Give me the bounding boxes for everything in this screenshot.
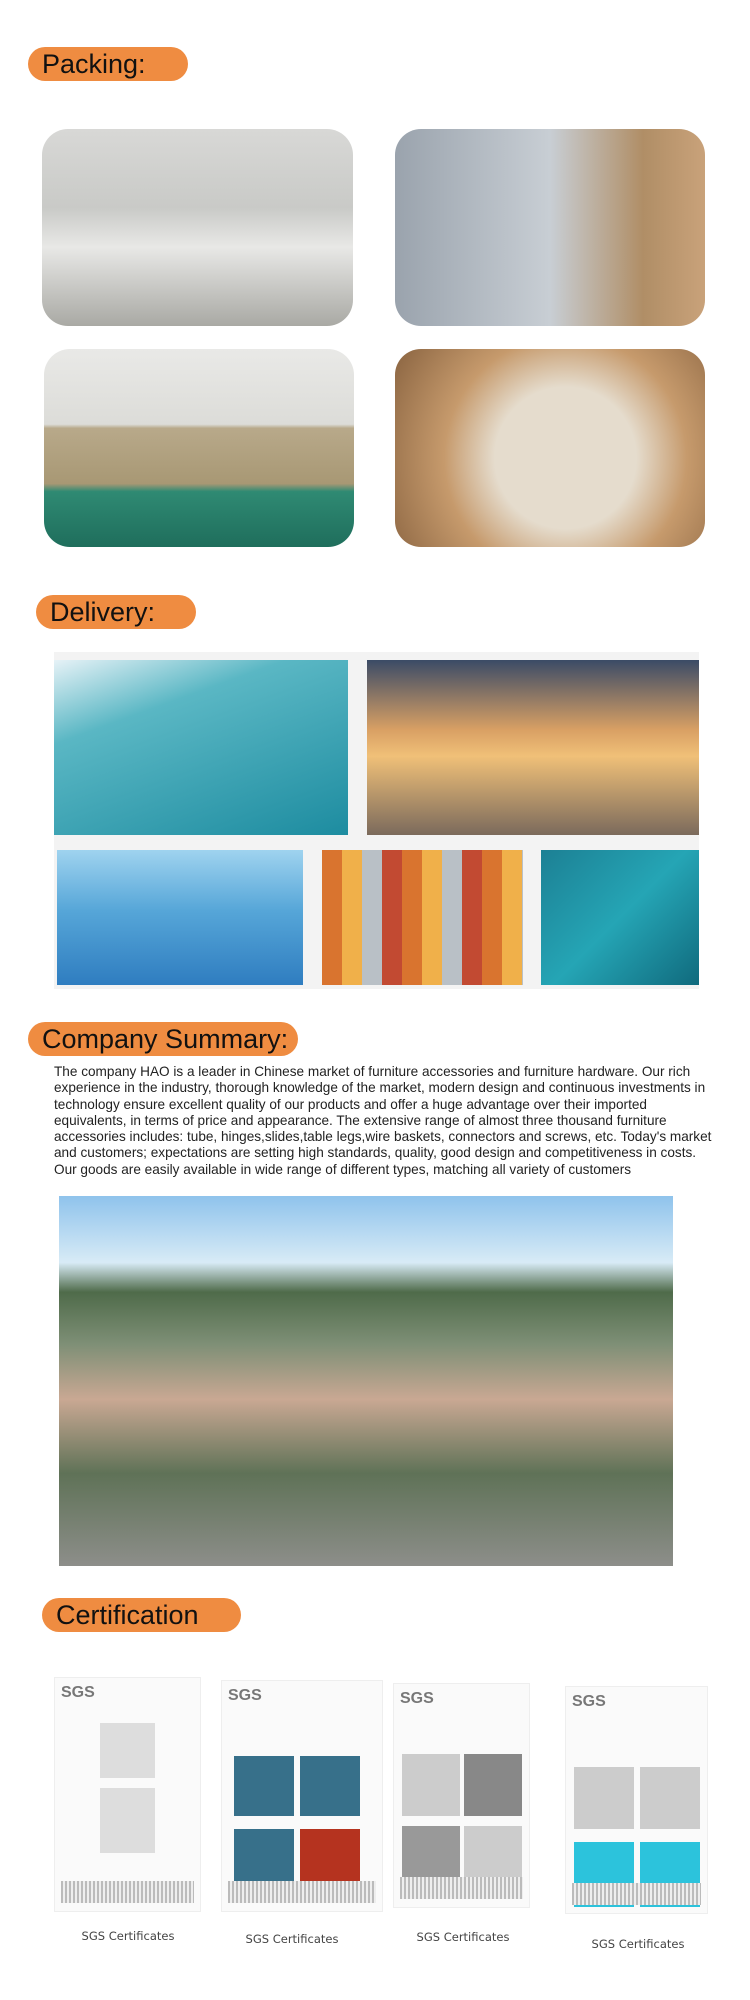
delivery-photo-port (367, 660, 699, 835)
delivery-photo-ship-aerial (541, 850, 699, 985)
delivery-collage (54, 652, 699, 989)
certificate-1 (54, 1677, 201, 1912)
sgs-logo: SGS (228, 1687, 262, 1704)
packing-photo-pallets (44, 349, 354, 547)
certification-heading: Certification (42, 1598, 241, 1632)
company-summary-text: The company HAO is a leader in Chinese market of furniture accessories and furniture hardware. Our rich experience in the industry, thorough knowledge of the market, modern design and continuous investments in technology ensure excellent quality of our products and offer a huge advantage over their imported equivalents, in terms of price and appearance. The extensive range of almost three thousand furniture accessories includes: tube, hinges,slides,table legs,wire baskets, connectors and screws, etc. Today's market and customers; expectations are setting high standards, quality, good design and competitiveness in costs. Our goods are easily available in wide range of different types, matching all variety of customers (54, 1064, 712, 1177)
certificate-caption: SGS Certificates (591, 1937, 685, 1951)
delivery-photo-ship (54, 660, 348, 835)
certificate-caption: SGS Certificates (416, 1930, 510, 1944)
company-campus-photo (59, 1196, 673, 1566)
sgs-logo: SGS (572, 1693, 606, 1710)
certificate-4 (565, 1686, 708, 1914)
company-summary-heading: Company Summary: (28, 1022, 298, 1056)
sgs-logo: SGS (61, 1684, 95, 1701)
sgs-logo: SGS (400, 1690, 434, 1707)
packing-heading: Packing: (28, 47, 188, 81)
delivery-photo-container-stack (322, 850, 523, 985)
packing-photo-slides (395, 129, 705, 326)
certificate-3 (393, 1683, 530, 1908)
certificate-2 (221, 1680, 383, 1912)
packing-photo-carton (395, 349, 705, 547)
delivery-heading: Delivery: (36, 595, 196, 629)
packing-photo-tubes (42, 129, 353, 326)
delivery-photo-containers-blue (57, 850, 303, 985)
certificate-caption: SGS Certificates (81, 1929, 175, 1943)
certificate-caption: SGS Certificates (245, 1932, 339, 1946)
